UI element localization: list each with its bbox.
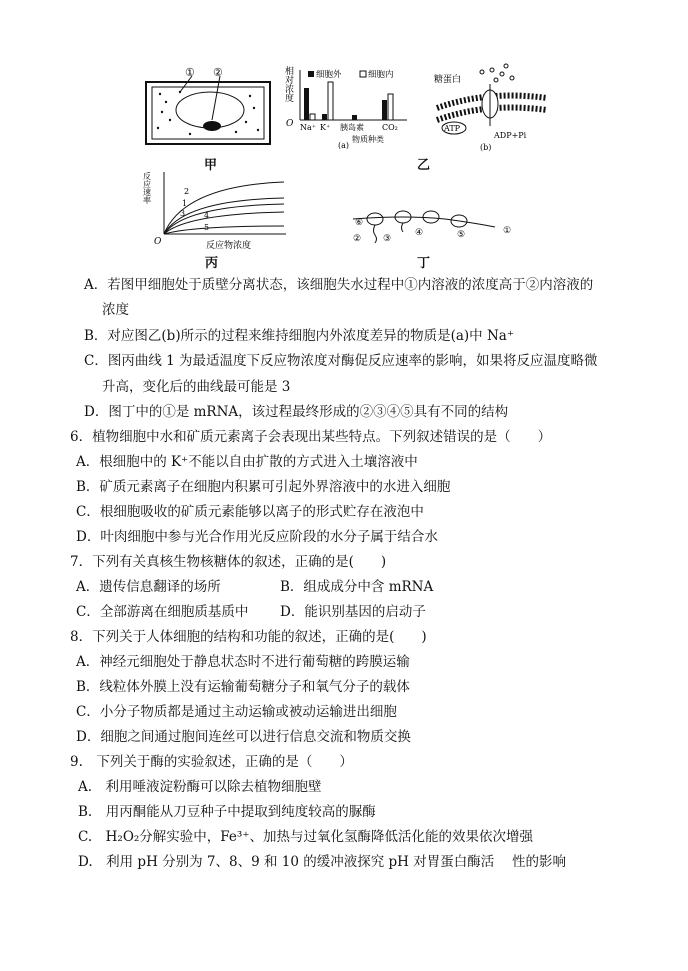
q6-stem: 6．植物细胞中水和矿质元素离子会表现出某些特点。下列叙述错误的是（ ） — [70, 429, 552, 445]
figure-jia — [140, 62, 280, 152]
yi-a-ylabel: 相对浓度 — [283, 66, 293, 102]
q5-option-b: B．对应图乙(b)所示的过程来维持细胞内外浓度差异的物质是(a)中 Na⁺ — [84, 328, 514, 344]
q6-option-a: A．根细胞中的 K⁺不能以自由扩散的方式进入土壤溶液中 — [76, 454, 418, 470]
q5-option-d: D．图丁中的①是 mRNA，该过程最终形成的②③④⑤具有不同的结构 — [84, 404, 509, 420]
q5-option-a-cont: 浓度 — [102, 302, 129, 318]
yi-a-cat-1: K⁺ — [320, 123, 331, 132]
q9-option-d: D. 利用 pH 分别为 7、8、9 和 10 的缓冲液探究 pH 对胃蛋白酶活 性的影响 — [78, 854, 567, 870]
bing-curve-1: 1 — [182, 199, 188, 208]
caption-bing: 丙 — [205, 256, 219, 271]
q7-option-d: D．能识别基因的启动子 — [280, 604, 426, 620]
ding-label-4: ④ — [415, 228, 424, 238]
figure-yi-b — [432, 58, 552, 158]
figure-yi-a — [282, 58, 422, 158]
yi-a-sub: (a) — [338, 141, 350, 150]
bing-curve-3: 3 — [180, 209, 186, 218]
ding-label-1: ① — [503, 226, 512, 236]
bing-xlabel: 反应物浓度 — [206, 241, 252, 251]
yi-b-sub: (b) — [480, 143, 492, 152]
q9-option-a: A. 利用唾液淀粉酶可以除去植物细胞壁 — [78, 779, 322, 795]
q7-stem: 7．下列有关真核生物核糖体的叙述，正确的是( ) — [70, 554, 387, 570]
q5-option-a: A．若图甲细胞处于质壁分离状态，该细胞失水过程中①内溶液的浓度高于②内溶液的 — [84, 277, 594, 293]
yi-b-adp: ADP+Pi — [494, 131, 527, 140]
yi-a-cat-2: 胰岛素 — [340, 123, 364, 132]
ding-label-5: ⑤ — [457, 230, 466, 240]
caption-ding: 丁 — [417, 256, 431, 271]
q8-option-b: B．线粒体外膜上没有运输葡萄糖分子和氧气分子的载体 — [76, 679, 410, 695]
yi-a-cat-3: CO₂ — [382, 123, 398, 132]
ding-label-6: ⑥ — [355, 218, 364, 228]
q6-option-d: D．叶肉细胞中参与光合作用光反应阶段的水分子属于结合水 — [76, 529, 438, 545]
caption-yi: 乙 — [417, 158, 431, 173]
figure-bing — [144, 168, 294, 250]
q9-option-b: B. 用丙酮能从刀豆种子中提取到纯度较高的脲酶 — [78, 804, 376, 820]
yi-b-atp: ATP — [444, 124, 461, 133]
bar-insulin-out — [352, 115, 357, 120]
yi-a-legend-1: 细胞内 — [368, 70, 394, 80]
bar-na-out — [304, 88, 309, 120]
q6-option-b: B．矿质元素离子在细胞内积累可引起外界溶液中的水进入细胞 — [76, 479, 451, 495]
ding-label-3: ③ — [383, 234, 392, 244]
bar-co2-out — [382, 100, 387, 120]
bar-co2-in — [388, 94, 393, 120]
q8-option-d: D．细胞之间通过胞间连丝可以进行信息交流和物质交换 — [76, 729, 411, 745]
q5-option-c: C．图丙曲线 1 为最适温度下反应物浓度对酶促反应速率的影响，如果将反应温度略微 — [84, 353, 598, 369]
bing-ylabel: 反应速率 — [142, 172, 152, 204]
q8-stem: 8．下列关于人体细胞的结构和功能的叙述，正确的是( ) — [70, 629, 427, 645]
jia-label-2: ② — [213, 66, 223, 79]
bing-curve-4: 4 — [204, 211, 210, 220]
figure-ding — [345, 205, 515, 250]
bar-k-in — [328, 82, 333, 120]
caption-jia: 甲 — [204, 158, 218, 173]
jia-label-1: ① — [185, 66, 195, 79]
bar-na-in — [310, 114, 315, 120]
yi-b-glycoprotein: 糖蛋白 — [434, 75, 462, 85]
curve-5 — [164, 226, 284, 234]
ding-label-2: ② — [353, 234, 362, 244]
q8-option-a: A．神经元细胞处于静息状态时不进行葡萄糖的跨膜运输 — [76, 654, 410, 670]
bing-curve-2: 2 — [184, 187, 190, 196]
yi-a-xlabel: 物质种类 — [352, 135, 384, 144]
q8-option-c: C．小分子物质都是通过主动运输或被动运输进出细胞 — [76, 704, 397, 720]
bing-curve-5: 5 — [204, 223, 210, 232]
q7-option-b: B．组成成分中含 mRNA — [280, 579, 434, 595]
yi-a-legend-0: 细胞外 — [316, 70, 342, 80]
bar-k-out — [322, 114, 327, 120]
svg-text:O: O — [286, 119, 294, 129]
yi-a-cat-0: Na⁺ — [300, 123, 316, 132]
q7-option-c: C．全部游离在细胞质基质中 — [76, 604, 249, 620]
q7-option-a: A．遗传信息翻译的场所 — [76, 579, 221, 595]
q5-option-c-cont: 升高，变化后的曲线最可能是 3 — [102, 379, 291, 395]
q9-option-c: C. H₂O₂分解实验中，Fe³⁺、加热与过氧化氢酶降低活化能的效果依次增强 — [78, 829, 533, 845]
q6-option-c: C．根细胞吸收的矿质元素能够以离子的形式贮存在液泡中 — [76, 504, 424, 520]
bing-origin: O — [154, 237, 162, 247]
q9-stem: 9. 下列关于酶的实验叙述，正确的是（ ） — [70, 754, 353, 770]
